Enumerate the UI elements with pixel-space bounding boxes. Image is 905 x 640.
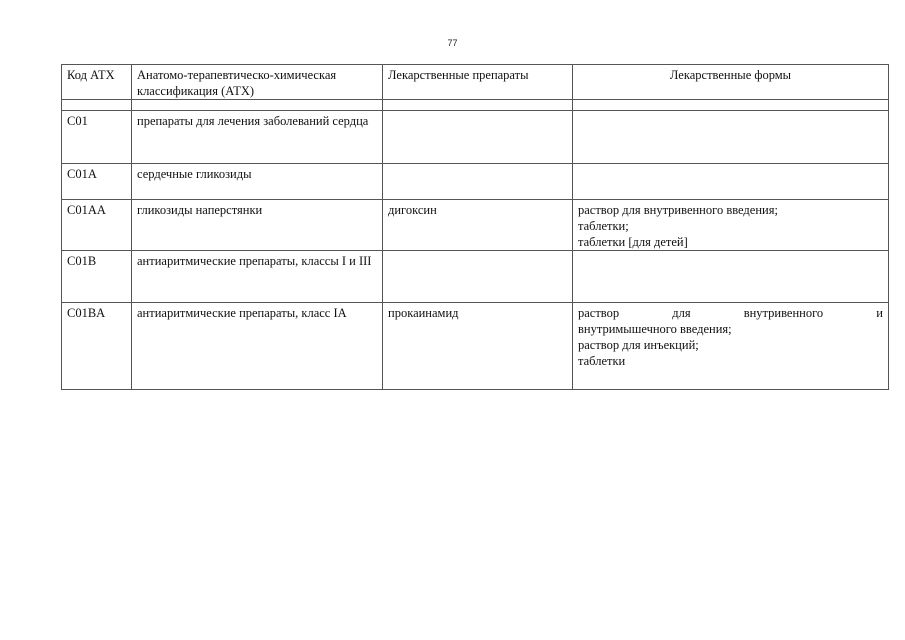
cell-classification: препараты для лечения заболеваний сердца: [132, 111, 383, 164]
cell-code: C01AA: [62, 200, 132, 251]
header-code: Код АТХ: [62, 65, 132, 100]
table-row: [62, 200, 889, 251]
cell-drug: [383, 251, 573, 303]
atx-table: [61, 64, 889, 390]
header-drugs: Лекарственные препараты: [383, 65, 573, 100]
table-row: [62, 251, 889, 303]
form-line: таблетки [для детей]: [578, 235, 688, 249]
page-number: 77: [447, 38, 458, 48]
cell-forms: [573, 251, 889, 303]
spacer-cell: [383, 100, 573, 111]
table-row: [62, 111, 889, 164]
cell-classification: сердечные гликозиды: [132, 164, 383, 200]
form-line: таблетки: [578, 354, 626, 368]
spacer-cell: [62, 100, 132, 111]
cell-code: C01B: [62, 251, 132, 303]
spacer-cell: [132, 100, 383, 111]
cell-forms: [573, 111, 889, 164]
cell-drug: [383, 164, 573, 200]
form-line: раствор для инъекций;: [578, 338, 699, 352]
form-line: внутримышечного введения;: [578, 322, 732, 336]
cell-code: C01A: [62, 164, 132, 200]
cell-classification: антиаритмические препараты, класс IA: [132, 303, 383, 390]
cell-classification: гликозиды наперстянки: [132, 200, 383, 251]
cell-forms: [573, 164, 889, 200]
form-line: раствор для внутривенного введения;: [578, 203, 778, 217]
table-spacer-row: [62, 100, 889, 111]
table-header-row: [62, 65, 889, 100]
header-classification: Анатомо-терапевтическо-химическая классификация (АТХ): [132, 65, 383, 100]
form-line: раствор для внутривенного и: [578, 306, 883, 320]
table-row: [62, 164, 889, 200]
cell-drug: прокаинамид: [383, 303, 573, 390]
cell-code: C01: [62, 111, 132, 164]
cell-forms: [573, 200, 889, 251]
cell-drug: [383, 111, 573, 164]
cell-forms: [573, 303, 889, 390]
cell-classification: антиаритмические препараты, классы I и III: [132, 251, 383, 303]
spacer-cell: [573, 100, 889, 111]
header-forms: Лекарственные формы: [573, 65, 889, 100]
form-line: таблетки;: [578, 219, 629, 233]
cell-code: C01BA: [62, 303, 132, 390]
cell-drug: дигоксин: [383, 200, 573, 251]
table-row: [62, 303, 889, 390]
